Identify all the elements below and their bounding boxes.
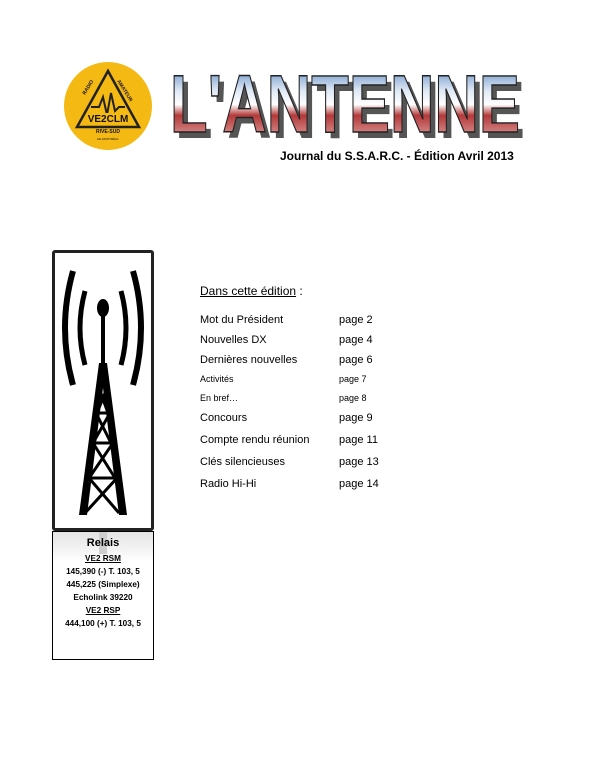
logo-arc-left: RADIO: [81, 79, 96, 97]
logo-city: DE MONTRÉAL: [97, 137, 119, 141]
toc-entry-page: page 6: [339, 354, 373, 366]
relay-rsm-line1: 145,390 (-) T. 103, 5: [66, 567, 140, 576]
relay-rsp-name: VE2 RSP: [85, 606, 121, 615]
logo-callsign: VE2CLM: [87, 114, 129, 125]
toc-heading-text: Dans cette édition: [200, 284, 297, 298]
toc-entry-title: Dernières nouvelles: [200, 354, 298, 366]
toc-entry-page: page 8: [339, 393, 367, 403]
toc-entry-title: Mot du Président: [200, 314, 284, 326]
toc-entry[interactable]: [200, 334, 460, 354]
table-of-contents: [200, 284, 460, 500]
relay-title: Relais: [86, 537, 120, 549]
toc-entry[interactable]: [200, 354, 460, 374]
toc-entry-title: Activités: [200, 374, 234, 384]
toc-entry-title: Clés silencieuses: [200, 456, 285, 468]
masthead-title: [168, 70, 530, 148]
toc-entry[interactable]: [200, 393, 460, 412]
edition-line: Journal du S.S.A.R.C. - Édition Avril 2013: [280, 149, 514, 163]
toc-entry[interactable]: [200, 434, 460, 456]
relay-rsm-line2: 445,225 (Simplexe): [66, 580, 140, 589]
tower-panel: [52, 250, 154, 531]
toc-entry[interactable]: [200, 374, 460, 393]
toc-entry-title: Concours: [200, 412, 248, 424]
masthead-title-shadow: L'ANTENNE: [175, 70, 525, 148]
toc-heading-colon: :: [296, 284, 303, 298]
toc-entry-page: page 4: [339, 334, 373, 346]
toc-entry-page: page 7: [339, 374, 367, 384]
radio-tower-icon: [55, 253, 151, 528]
relay-info-box: [52, 531, 154, 660]
toc-entry-page: page 11: [339, 434, 378, 446]
toc-entry-title: Radio Hi-Hi: [200, 478, 257, 490]
masthead-title-text: L'ANTENNE: [170, 70, 520, 148]
logo-arc-right: AMATEUR: [115, 78, 134, 103]
toc-entry-page: page 9: [339, 412, 373, 424]
toc-heading: [200, 284, 460, 298]
toc-entry[interactable]: [200, 478, 460, 500]
toc-entry[interactable]: [200, 412, 460, 434]
relay-rsp-line1: 444,100 (+) T. 103, 5: [65, 619, 141, 628]
toc-entry-page: page 13: [339, 456, 379, 468]
club-logo: [63, 61, 153, 151]
logo-region: RIVE-SUD: [96, 129, 120, 135]
toc-entry-title: Nouvelles DX: [200, 334, 267, 346]
toc-entry[interactable]: [200, 456, 460, 478]
toc-entry[interactable]: [200, 314, 460, 334]
relay-rsm-name: VE2 RSM: [85, 554, 121, 563]
toc-entry-title: Compte rendu réunion: [200, 434, 310, 446]
toc-entry-title: En bref…: [200, 393, 239, 403]
toc-entry-page: page 2: [339, 314, 373, 326]
toc-entry-page: page 14: [339, 478, 379, 490]
relay-rsm-line3: Echolink 39220: [73, 593, 133, 602]
